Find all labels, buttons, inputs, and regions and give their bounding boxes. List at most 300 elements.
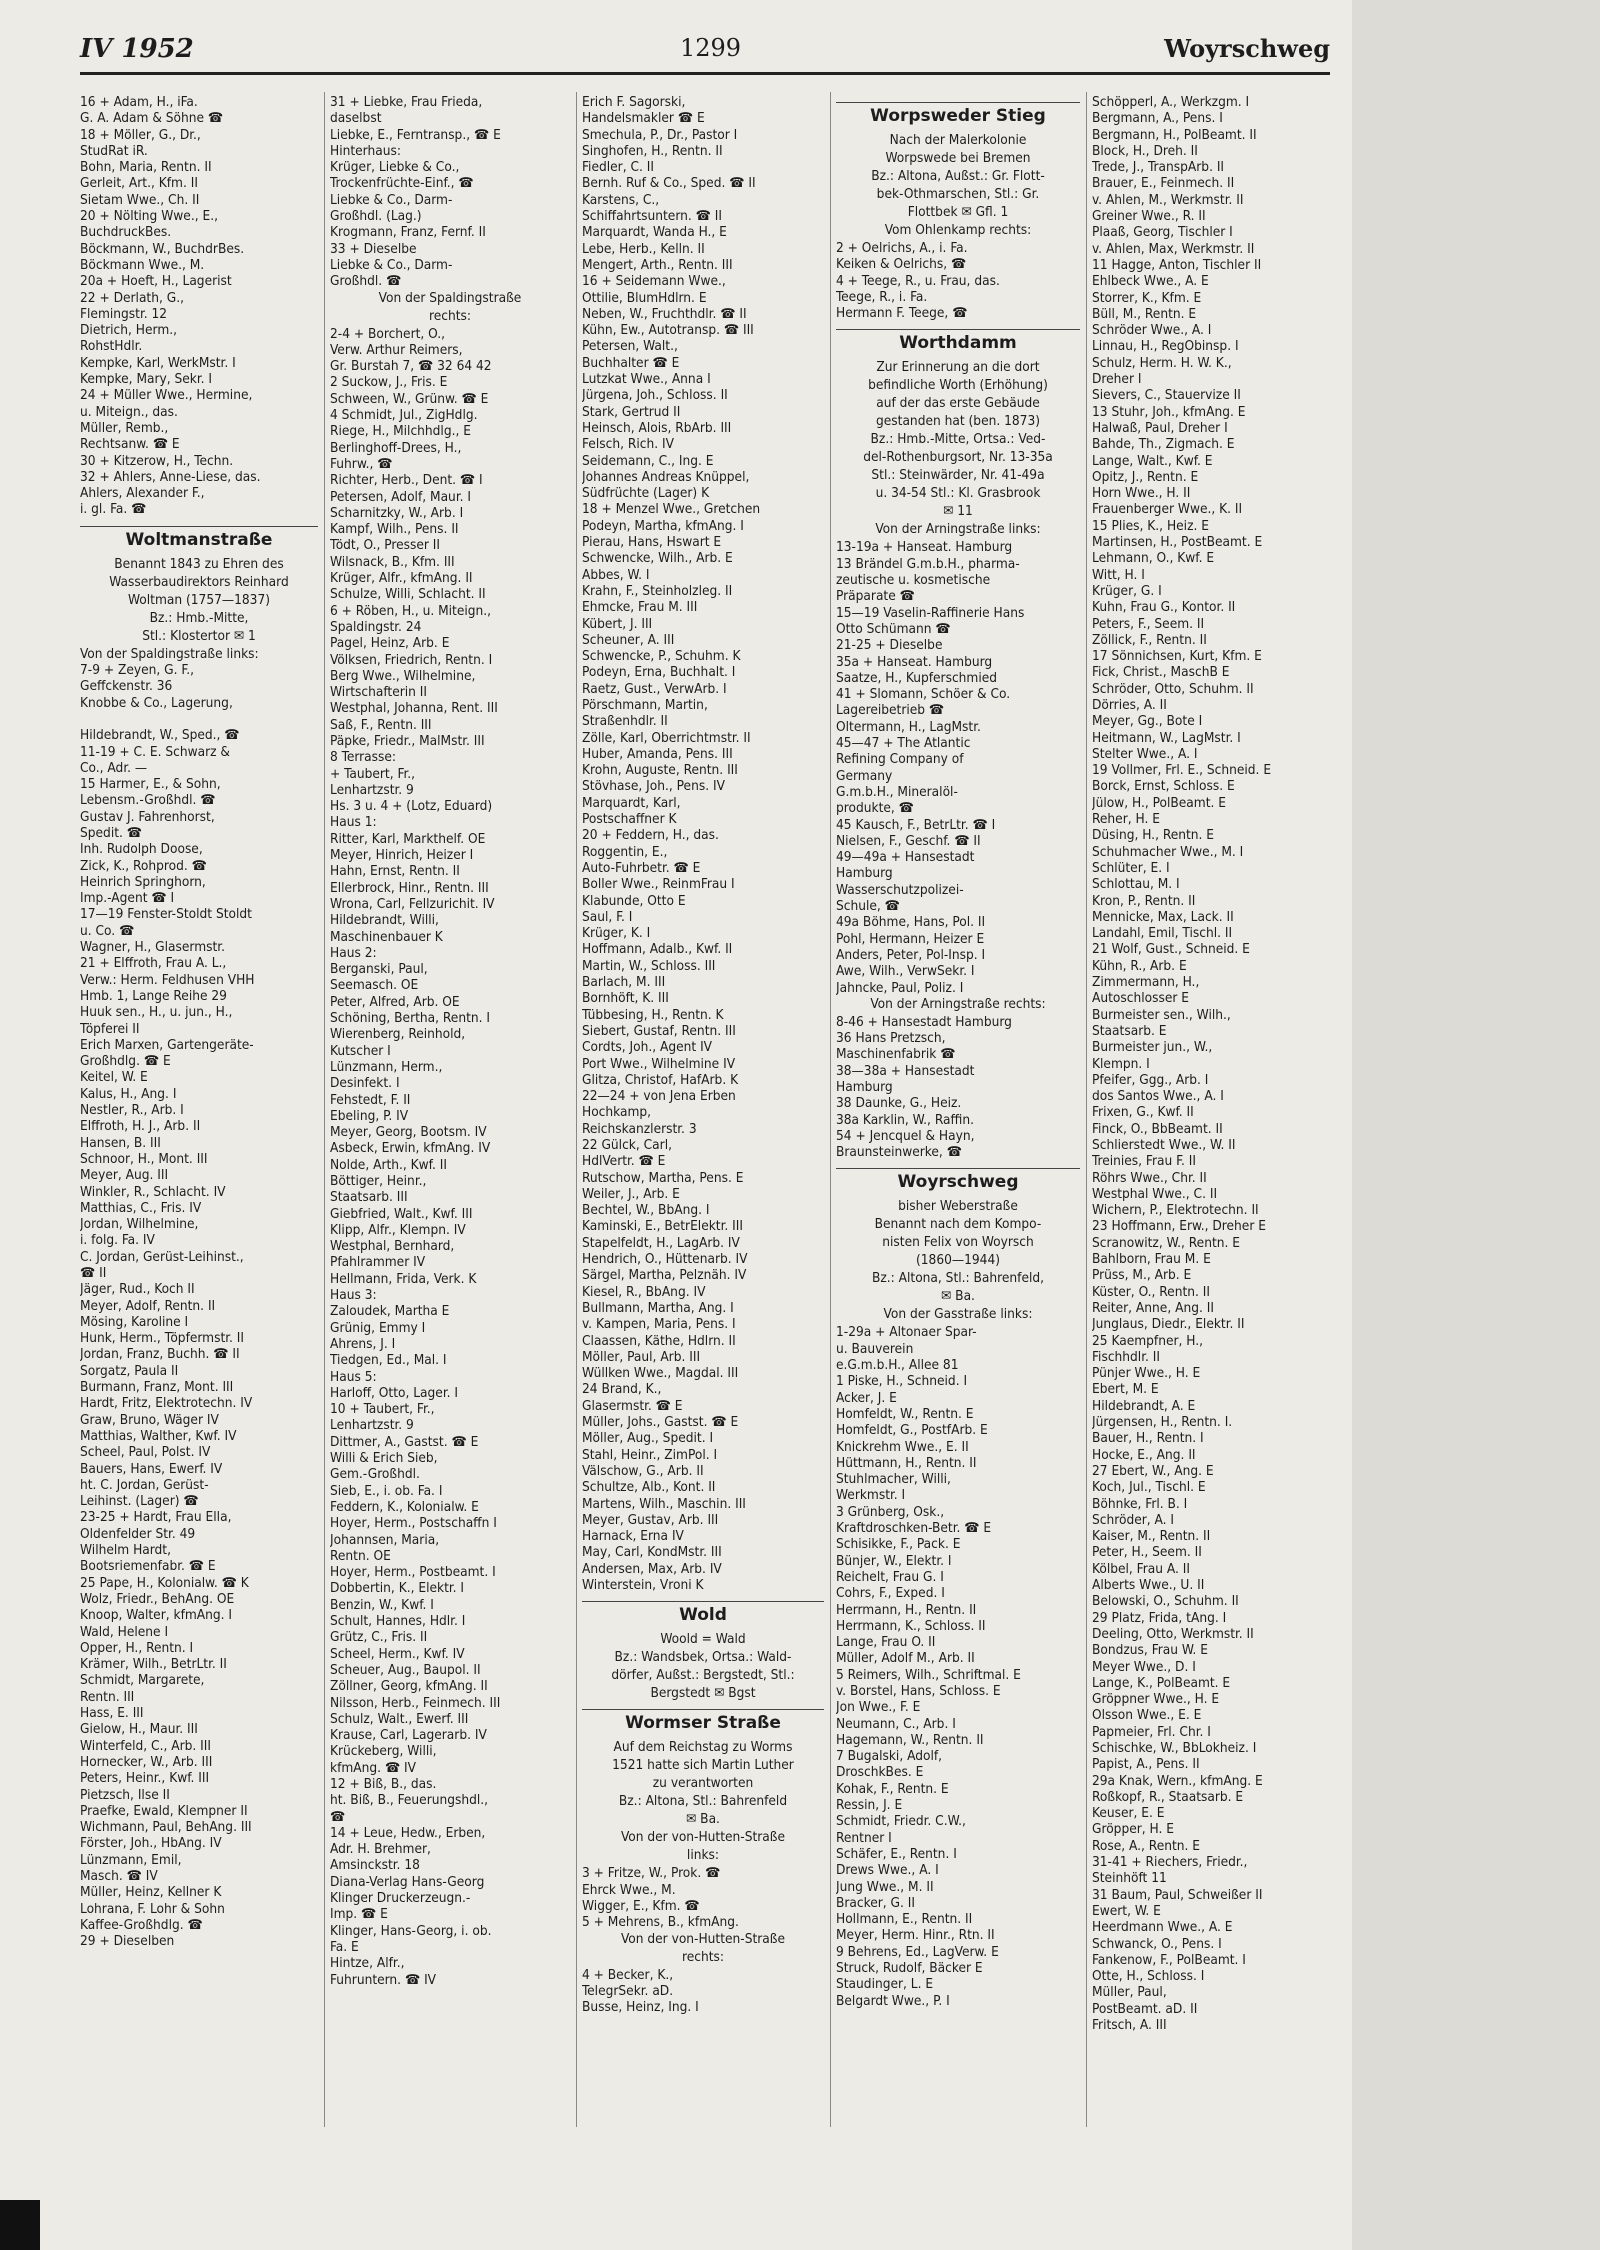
directory-entry: Nestler, R., Arb. I <box>80 1102 184 1119</box>
street-note: dörfer, Außst.: Bergstedt, Stl.: <box>611 1667 795 1684</box>
directory-entry: Horn Wwe., H. II <box>1092 485 1191 502</box>
directory-entry: Lohrana, F. Lohr & Sohn <box>80 1900 225 1917</box>
directory-entry: Heitmann, W., LagMstr. I <box>1092 729 1241 746</box>
directory-entry: Müller, Adolf M., Arb. II <box>836 1650 975 1667</box>
directory-entry: Diana-Verlag Hans-Georg <box>330 1873 485 1890</box>
directory-entry: Handelsmakler ☎ E <box>582 110 705 127</box>
directory-entry: Prüss, M., Arb. E <box>1092 1267 1192 1284</box>
directory-entry: Müller, Remb., <box>80 419 169 436</box>
street-note: Zur Erinnerung an die dort <box>876 359 1040 376</box>
directory-entry: produkte, ☎ <box>836 800 914 817</box>
directory-entry: Fritsch, A. III <box>1092 2017 1167 2034</box>
directory-entry: Hinterhaus: <box>330 142 401 159</box>
directory-entry: 36 Hans Pretzsch, <box>836 1030 946 1047</box>
directory-entry: Witt, H. I <box>1092 566 1145 583</box>
directory-entry: Südfrüchte (Lager) K <box>582 485 710 502</box>
directory-entry: Hamburg <box>836 865 893 882</box>
directory-entry: Meyer, Herm. Hinr., Rtn. II <box>836 1927 995 1944</box>
directory-entry: u. Co. ☎ <box>80 922 135 939</box>
directory-entry: Kaiser, M., Rentn. II <box>1092 1528 1211 1545</box>
directory-entry: 19 Vollmer, Frl. E., Schneid. E <box>1092 762 1272 779</box>
directory-entry: Co., Adr. — <box>80 759 148 776</box>
directory-entry: Papist, A., Pens. II <box>1092 1756 1200 1773</box>
directory-entry: Schmidt, Margarete, <box>80 1672 205 1689</box>
directory-entry: Kuhn, Frau G., Kontor. II <box>1092 599 1236 616</box>
directory-entry: Peter, H., Seem. II <box>1092 1544 1202 1561</box>
directory-entry: 27 Ebert, W., Ang. E <box>1092 1462 1214 1479</box>
directory-entry: Wierenberg, Reinhold, <box>330 1026 466 1043</box>
street-note: auf der das erste Gebäude <box>876 395 1040 412</box>
directory-entry: 22 + Derlath, G., <box>80 289 184 306</box>
directory-entry: Schween, W., Grünw. ☎ E <box>330 390 489 407</box>
directory-entry: 31 Baum, Paul, Schweißer II <box>1092 1886 1263 1903</box>
directory-entry: Awe, Wilh., VerwSekr. I <box>836 963 975 980</box>
directory-entry: Barlach, M. III <box>582 974 666 991</box>
directory-entry: Keiken & Oelrichs, ☎ <box>836 256 967 273</box>
street-note: Von der Spaldingstraße <box>378 289 522 306</box>
directory-entry: Hermann F. Teege, ☎ <box>836 305 968 322</box>
directory-entry: Haus 1: <box>330 814 377 831</box>
directory-entry: zeutische u. kosmetische <box>836 572 991 589</box>
directory-entry: 24 Brand, K., <box>582 1381 662 1398</box>
directory-entry: Linnau, H., RegObinsp. I <box>1092 338 1239 355</box>
directory-entry: Andersen, Max, Arb. IV <box>582 1560 722 1577</box>
street-note: nisten Felix von Woyrsch <box>882 1234 1034 1251</box>
directory-entry: 23-25 + Hardt, Frau Ella, <box>80 1509 232 1526</box>
directory-entry: Rentn. III <box>80 1688 135 1705</box>
directory-entry: Schischke, W., BbLokheiz. I <box>1092 1739 1257 1756</box>
directory-entry: Lebe, Herb., Kelln. II <box>582 240 705 257</box>
directory-entry: Hochkamp, <box>582 1104 652 1121</box>
directory-entry: Cohrs, F., Exped. I <box>836 1585 945 1602</box>
directory-entry: Trede, J., TranspArb. II <box>1092 159 1225 176</box>
directory-entry: Marquardt, Karl, <box>582 794 681 811</box>
directory-entry: 1 Piske, H., Schneid. I <box>836 1373 968 1390</box>
directory-entry: u. Miteign., das. <box>80 403 178 420</box>
directory-entry: Petersen, Adolf, Maur. I <box>330 488 471 505</box>
directory-entry: Bondzus, Frau W. E <box>1092 1642 1208 1659</box>
directory-entry: Wichern, P., Elektrotechn. II <box>1092 1202 1259 1219</box>
directory-entry: Staudinger, L. E <box>836 1976 934 1993</box>
directory-entry: 38—38a + Hansestadt <box>836 1062 975 1079</box>
directory-entry: Klempn. I <box>1092 1055 1150 1072</box>
directory-entry: Fick, Christ., MaschB E <box>1092 664 1230 681</box>
directory-entry: Auto-Fuhrbetr. ☎ E <box>582 859 701 876</box>
directory-entry: Hunk, Herm., Töpfermstr. II <box>80 1330 245 1347</box>
directory-entry: Wilhelm Hardt, <box>80 1542 171 1559</box>
directory-entry: Rutschow, Martha, Pens. E <box>582 1169 744 1186</box>
directory-entry: 15—19 Vaselin-Raffinerie Hans <box>836 604 1025 621</box>
directory-entry: Glasermstr. ☎ E <box>582 1397 683 1414</box>
directory-entry: 14 + Leue, Hedw., Erben, <box>330 1824 486 1841</box>
directory-entry: Maschinenfabrik ☎ <box>836 1046 956 1063</box>
directory-entry: Harloff, Otto, Lager. I <box>330 1384 458 1401</box>
directory-entry: Scheel, Paul, Polst. IV <box>80 1444 211 1461</box>
street-heading: Wormser Straße <box>582 1709 824 1736</box>
directory-entry: 10 + Taubert, Fr., <box>330 1401 435 1418</box>
directory-entry: Scheuner, A. III <box>582 631 675 648</box>
directory-entry: daselbst <box>330 110 382 127</box>
directory-entry: 41 + Slomann, Schöer & Co. <box>836 686 1011 703</box>
directory-entry: Steinhöft 11 <box>1092 1870 1167 1887</box>
directory-entry: Scheuer, Aug., Baupol. II <box>330 1661 481 1678</box>
street-note: Woold = Wald <box>660 1631 746 1648</box>
street-note: bisher Weberstraße <box>898 1198 1018 1215</box>
directory-entry: Böckmann Wwe., M. <box>80 256 205 273</box>
directory-entry: Gustav J. Fahrenhorst, <box>80 808 215 825</box>
directory-entry: Mengert, Arth., Rentn. III <box>582 256 733 273</box>
directory-entry: G.m.b.H., Mineralöl- <box>836 783 958 800</box>
street-note: Bz.: Altona, Stl.: Bahrenfeld, <box>871 1270 1045 1287</box>
directory-entry: Ottilie, BlumHdlrn. E <box>582 289 707 306</box>
directory-entry: 8-46 + Hansestadt Hamburg <box>836 1013 1012 1030</box>
directory-entry: Roggentin, E., <box>582 843 668 860</box>
directory-entry: 38 Daunke, G., Heiz. <box>836 1095 962 1112</box>
directory-entry: Ehmcke, Frau M. III <box>582 599 698 616</box>
directory-entry: Spaldingstr. 24 <box>330 618 422 635</box>
street-note: (1860—1944) <box>915 1252 1000 1269</box>
directory-entry: Heerdmann Wwe., A. E <box>1092 1919 1233 1936</box>
directory-entry: Opper, H., Rentn. I <box>80 1639 194 1656</box>
directory-entry: Krogmann, Franz, Fernf. II <box>330 224 486 241</box>
street-note: Von der von-Hutten-Straße <box>620 1930 786 1947</box>
directory-entry: Büll, M., Rentn. E <box>1092 305 1197 322</box>
directory-entry: Mösing, Karoline I <box>80 1313 189 1330</box>
directory-entry: Westphal, Johanna, Rent. III <box>330 700 498 717</box>
directory-entry: BuchdruckBes. <box>80 224 172 241</box>
directory-entry: Gröppner Wwe., H. E <box>1092 1691 1220 1708</box>
directory-entry: 11 Hagge, Anton, Tischler II <box>1092 256 1262 273</box>
directory-entry: 4 + Becker, K., <box>582 1966 674 1983</box>
directory-entry: Neumann, C., Arb. I <box>836 1715 956 1732</box>
directory-entry: Meyer, Georg, Bootsm. IV <box>330 1124 487 1141</box>
directory-entry: Belowski, O., Schuhm. II <box>1092 1593 1239 1610</box>
directory-entry: Ehlbeck Wwe., A. E <box>1092 273 1209 290</box>
directory-entry: DroschkBes. E <box>836 1764 924 1781</box>
directory-entry: 11-19 + C. E. Schwarz & <box>80 743 230 760</box>
directory-entry: Struck, Rudolf, Bäcker E <box>836 1960 983 1977</box>
directory-entry: Zöllick, F., Rentn. II <box>1092 631 1207 648</box>
directory-entry: Zaloudek, Martha E <box>330 1303 450 1320</box>
street-note: rechts: <box>681 1948 725 1965</box>
directory-entry: Erich F. Sagorski, <box>582 94 686 110</box>
directory-entry: 32 + Ahlers, Anne-Liese, das. <box>80 468 261 485</box>
directory-entry: Bauer, H., Rentn. I <box>1092 1430 1204 1447</box>
directory-entry: Riege, H., Milchhdlg., E <box>330 423 471 440</box>
directory-entry: ht. Biß, B., Feuerungshdl., <box>330 1792 489 1809</box>
directory-entry: Klabunde, Otto E <box>582 892 686 909</box>
directory-entry: Imp.-Agent ☎ I <box>80 890 175 907</box>
directory-entry: 3 + Fritze, W., Prok. ☎ <box>582 1865 721 1882</box>
directory-entry: e.G.m.b.H., Allee 81 <box>836 1357 959 1374</box>
street-note: ✉ 11 <box>943 503 973 520</box>
directory-entry: Hahn, Ernst, Rentn. II <box>330 863 460 880</box>
directory-entry: Reichskanzlerstr. 3 <box>582 1120 697 1137</box>
directory-entry: Jordan, Wilhelmine, <box>80 1216 199 1233</box>
directory-entry: Lange, K., PolBeamt. E <box>1092 1674 1231 1691</box>
directory-entry: Lagereibetrieb ☎ <box>836 702 945 719</box>
street-note: bek-Othmarschen, Stl.: Gr. <box>876 186 1040 202</box>
directory-entry: u. Bauverein <box>836 1340 914 1357</box>
directory-entry: Fiedler, C. II <box>582 159 654 176</box>
directory-entry: Frixen, G., Kwf. II <box>1092 1104 1194 1121</box>
directory-entry: Winterstein, Vroni K <box>582 1577 704 1594</box>
directory-entry: Koch, Jul., Tischl. E <box>1092 1479 1206 1496</box>
directory-entry: Port Wwe., Wilhelmine IV <box>582 1055 736 1072</box>
directory-entry: Acker, J. E <box>836 1389 897 1406</box>
street-note: Von der Arningstraße links: <box>875 521 1041 538</box>
directory-entry: Sievers, C., Stauervize II <box>1092 387 1241 404</box>
directory-entry: Hoyer, Herm., Postbeamt. I <box>330 1564 496 1581</box>
directory-entry <box>80 711 318 727</box>
directory-entry: Schulz, Herm. H. W. K., <box>1092 354 1232 371</box>
directory-entry: Kohak, F., Rentn. E <box>836 1780 949 1797</box>
directory-entry: Siebert, Gustaf, Rentn. III <box>582 1022 736 1039</box>
directory-entry: Hoffmann, Adalb., Kwf. II <box>582 941 733 958</box>
directory-entry: Meyer, Adolf, Rentn. II <box>80 1297 216 1314</box>
directory-entry: Hs. 3 u. 4 + (Lotz, Eduard) <box>330 798 493 815</box>
directory-entry: TelegrSekr. aD. <box>582 1982 674 1999</box>
directory-entry: Gerleit, Art., Kfm. II <box>80 175 198 192</box>
street-note: gestanden hat (ben. 1873) <box>875 413 1041 430</box>
directory-entry: Matthias, Walther, Kwf. IV <box>80 1427 237 1444</box>
directory-entry: Särgel, Martha, Pelznäh. IV <box>582 1267 747 1284</box>
directory-entry: Krüger, K. I <box>582 925 651 942</box>
directory-entry: Reiter, Anne, Ang. II <box>1092 1299 1214 1316</box>
directory-entry: Leihinst. (Lager) ☎ <box>80 1493 199 1510</box>
directory-entry: Winkler, R., Schlacht. IV <box>80 1183 226 1200</box>
directory-entry: 18 + Möller, G., Dr., <box>80 126 201 143</box>
directory-entry: Ahrens, J. I <box>330 1335 396 1352</box>
directory-entry: Pagel, Heinz, Arb. E <box>330 635 450 652</box>
directory-entry: Böckmann, W., BuchdrBes. <box>80 240 245 257</box>
directory-entry: v. Ahlen, Max, Werkmstr. II <box>1092 240 1255 257</box>
directory-entry: Junglaus, Diedr., Elektr. II <box>1092 1316 1245 1333</box>
directory-entry: Krüger, Alfr., kfmAng. II <box>330 570 473 587</box>
column-divider <box>324 92 325 2127</box>
directory-entry: Fischhdlr. II <box>1092 1348 1160 1365</box>
directory-entry: Bergmann, A., Pens. I <box>1092 110 1223 127</box>
directory-entry: 3 Grünberg, Osk., <box>836 1503 945 1520</box>
street-heading: Worthdamm <box>836 329 1080 356</box>
directory-entry: Krause, Carl, Lagerarb. IV <box>330 1727 487 1744</box>
directory-entry: Röhrs Wwe., Chr. II <box>1092 1169 1207 1186</box>
directory-entry: Großhdl. ☎ <box>330 273 402 290</box>
directory-entry: v. Borstel, Hans, Schloss. E <box>836 1683 1001 1699</box>
directory-entry: Förster, Joh., HbAng. IV <box>80 1835 222 1852</box>
directory-entry: Kühn, Ew., Autotransp. ☎ III <box>582 322 754 339</box>
directory-entry: Schulz, Walt., Ewerf. III <box>330 1710 469 1727</box>
directory-entry: Schlierstedt Wwe., W. II <box>1092 1137 1236 1153</box>
directory-entry: Hintze, Alfr., <box>330 1955 405 1972</box>
directory-entry: Wirtschafterin II <box>330 684 428 701</box>
directory-entry: 17 Sönnichsen, Kurt, Kfm. E <box>1092 648 1262 665</box>
directory-entry: Schröder, A. I <box>1092 1511 1175 1528</box>
directory-entry: Masch. ☎ IV <box>80 1867 158 1884</box>
directory-entry: Ehrck Wwe., M. <box>582 1881 676 1898</box>
directory-entry: Schisikke, F., Pack. E <box>836 1536 961 1553</box>
street-note: Auf dem Reichstag zu Worms <box>613 1739 793 1756</box>
directory-entry: 4 Schmidt, Jul., ZigHdlg. <box>330 407 478 424</box>
directory-entry: Hansen, B. III <box>80 1134 161 1151</box>
directory-entry: Roßkopf, R., Staatsarb. E <box>1092 1788 1244 1805</box>
directory-entry: Elffroth, H. J., Arb. II <box>80 1118 201 1135</box>
directory-entry: kfmAng. ☎ IV <box>330 1759 417 1776</box>
directory-entry: Homfeldt, G., PostfArb. E <box>836 1422 988 1439</box>
directory-entry: Landahl, Emil, Tischl. II <box>1092 925 1233 942</box>
column-5 <box>1092 94 1332 2124</box>
directory-entry: Stövhase, Joh., Pens. IV <box>582 778 725 795</box>
directory-entry: Ebert, M. E <box>1092 1381 1159 1398</box>
street-note: befindliche Worth (Erhöhung) <box>868 377 1048 394</box>
directory-entry: Kaffee-Großhdlg. ☎ <box>80 1916 203 1933</box>
directory-entry: 2-4 + Borchert, O., <box>330 325 446 342</box>
directory-entry: Schwanck, O., Pens. I <box>1092 1935 1222 1952</box>
directory-entry: Graw, Bruno, Wäger IV <box>80 1411 219 1428</box>
directory-entry: Bünjer, W., Elektr. I <box>836 1552 952 1569</box>
directory-entry: 21-25 + Dieselbe <box>836 637 943 654</box>
directory-entry: Klinger, Hans-Georg, i. ob. <box>330 1922 492 1939</box>
directory-entry: Hornecker, W., Arb. III <box>80 1753 213 1770</box>
directory-entry: Wagner, H., Glasermstr. <box>80 939 225 956</box>
directory-entry: Hoyer, Herm., Postschaffn I <box>330 1515 497 1532</box>
directory-entry: Krämer, Wilh., BetrLtr. II <box>80 1656 227 1673</box>
directory-entry: Wrona, Carl, Fellzurichit. IV <box>330 895 495 912</box>
directory-entry: Frauenberger Wwe., K. II <box>1092 501 1243 518</box>
directory-entry: Kron, P., Rentn. II <box>1092 892 1196 909</box>
column-divider <box>830 92 831 2127</box>
directory-entry: Kutscher I <box>330 1042 391 1059</box>
directory-entry: Schule, ☎ <box>836 898 900 915</box>
directory-entry: Raetz, Gust., VerwArb. I <box>582 680 727 697</box>
directory-entry: Pörschmann, Martin, <box>582 696 708 713</box>
directory-entry: Dörries, A. II <box>1092 696 1167 713</box>
directory-entry: Wasserschutzpolizei- <box>836 881 964 898</box>
directory-entry: 24 + Müller Wwe., Hermine, <box>80 387 253 404</box>
directory-entry: 8 Terrasse: <box>330 749 397 766</box>
directory-entry: Pierau, Hans, Hswart E <box>582 534 722 551</box>
directory-entry: 6 + Röben, H., u. Miteign., <box>330 602 492 619</box>
directory-entry: Smechula, P., Dr., Pastor I <box>582 126 738 143</box>
column-4 <box>836 94 1080 2124</box>
directory-entry: 20 + Nölting Wwe., E., <box>80 208 218 225</box>
directory-entry: 16 + Seidemann Wwe., <box>582 273 726 290</box>
directory-entry: Nolde, Arth., Kwf. II <box>330 1156 447 1173</box>
directory-entry: Deeling, Otto, Werkmstr. II <box>1092 1625 1254 1642</box>
directory-entry: Böhnke, Frl. B. I <box>1092 1495 1188 1512</box>
directory-entry: Podeyn, Erna, Buchhalt. I <box>582 664 736 681</box>
directory-entry: Töpferei II <box>80 1020 140 1037</box>
directory-entry: Ellerbrock, Hinr., Rentn. III <box>330 879 489 896</box>
directory-entry: 2 + Oelrichs, A., i. Fa. <box>836 240 968 256</box>
directory-entry: Stelter Wwe., A. I <box>1092 745 1198 762</box>
directory-entry: Kempke, Karl, WerkMstr. I <box>80 354 236 371</box>
directory-entry: 25 Kaempfner, H., <box>1092 1332 1204 1349</box>
directory-entry: Teege, R., i. Fa. <box>836 288 928 305</box>
directory-entry: Anders, Peter, Pol-Insp. I <box>836 946 986 963</box>
directory-entry: Völksen, Friedrich, Rentn. I <box>330 651 493 668</box>
directory-entry: Singhofen, H., Rentn. II <box>582 142 723 159</box>
directory-entry: Stuhlmacher, Willi, <box>836 1471 951 1488</box>
directory-entry: Välschow, G., Arb. II <box>582 1462 704 1479</box>
directory-entry: 5 Reimers, Wilh., Schriftmal. E <box>836 1666 1021 1683</box>
directory-entry: 18 + Menzel Wwe., Gretchen <box>582 501 761 518</box>
directory-entry: Krahn, F., Steinholzleg. II <box>582 582 733 599</box>
directory-entry: Hüttmann, H., Rentn. II <box>836 1454 977 1471</box>
directory-entry: Schwencke, P., Schuhm. K <box>582 648 741 665</box>
directory-entry: Greiner Wwe., R. II <box>1092 208 1206 225</box>
directory-entry: Desinfekt. I <box>330 1075 400 1092</box>
directory-entry: 33 + Dieselbe <box>330 240 417 257</box>
street-note: Von der Arningstraße rechts: <box>870 995 1046 1012</box>
directory-entry: Berganski, Paul, <box>330 961 428 978</box>
street-note: del-Rothenburgsort, Nr. 13-35a <box>863 449 1053 466</box>
directory-entry: Meyer, Gg., Bote I <box>1092 713 1203 730</box>
directory-entry: Hardt, Fritz, Elektrotechn. IV <box>80 1395 253 1412</box>
header-year: IV 1952 <box>80 34 194 64</box>
directory-entry: 16 + Adam, H., iFa. <box>80 94 198 110</box>
directory-entry: Meyer, Aug. III <box>80 1167 169 1184</box>
directory-entry: Hildebrandt, Willi, <box>330 912 439 929</box>
directory-entry: Winterfeld, C., Arb. III <box>80 1737 211 1754</box>
directory-entry: Treinies, Frau F. II <box>1092 1153 1196 1170</box>
directory-entry: Hendrich, O., Hüttenarb. IV <box>582 1251 748 1268</box>
directory-entry: 12 + Biß, B., das. <box>330 1775 437 1792</box>
directory-entry: Schiffahrtsuntern. ☎ II <box>582 208 722 225</box>
directory-entry: Schröder Wwe., A. I <box>1092 322 1212 339</box>
directory-entry: Papmeier, Frl. Chr. I <box>1092 1723 1211 1740</box>
directory-entry: Haus 5: <box>330 1368 377 1385</box>
street-note: Bz.: Wandsbek, Ortsa.: Wald- <box>614 1649 792 1666</box>
directory-entry: Feddern, K., Kolonialw. E <box>330 1498 479 1515</box>
directory-entry: 45 Kausch, F., BetrLtr. ☎ I <box>836 816 996 833</box>
directory-entry: Lenhartzstr. 9 <box>330 781 414 798</box>
directory-entry: i. gl. Fa. ☎ <box>80 501 147 518</box>
directory-entry: Jordan, Franz, Buchh. ☎ II <box>80 1346 240 1363</box>
directory-entry: Cordts, Joh., Agent IV <box>582 1039 713 1056</box>
directory-entry: Bechtel, W., BbAng. I <box>582 1202 710 1219</box>
directory-entry: Flemingstr. 12 <box>80 305 168 322</box>
directory-entry: Jürgensen, H., Rentn. I. <box>1092 1414 1233 1431</box>
directory-entry: Schäfer, E., Rentn. I <box>836 1845 957 1862</box>
directory-entry: Buchhalter ☎ E <box>582 354 680 371</box>
directory-entry: Block, H., Dreh. II <box>1092 142 1198 159</box>
directory-entry: Reichelt, Frau G. I <box>836 1568 944 1585</box>
directory-entry: Zölle, Karl, Oberrichtmstr. II <box>582 729 751 746</box>
directory-entry: Germany <box>836 767 893 784</box>
directory-entry: 13-19a + Hanseat. Hamburg <box>836 539 1013 556</box>
directory-entry: Scharnitzky, W., Arb. I <box>330 504 464 521</box>
directory-entry: Lange, Walt., Kwf. E <box>1092 452 1213 469</box>
street-note: Nach der Malerkolonie <box>889 132 1027 148</box>
directory-entry: Pfahlrammer IV <box>330 1254 426 1271</box>
directory-entry: Marquardt, Wanda H., E <box>582 224 727 241</box>
directory-entry: Schlüter, E. I <box>1092 859 1170 876</box>
street-note: Wasserbaudirektors Reinhard <box>109 573 289 590</box>
directory-entry: Gröpper, H. E <box>1092 1821 1174 1838</box>
directory-entry: Böttiger, Heinr., <box>330 1173 427 1189</box>
directory-entry: Huuk sen., H., u. jun., H., <box>80 1004 233 1021</box>
directory-entry: 49a Böhme, Hans, Pol. II <box>836 914 986 931</box>
directory-entry: Ewert, W. E <box>1092 1902 1161 1919</box>
directory-entry: Belgardt Wwe., P. I <box>836 1992 950 2009</box>
directory-entry: Berg Wwe., Wilhelmine, <box>330 667 476 684</box>
running-head: Woyrschweg <box>1164 34 1330 63</box>
directory-entry: Westphal Wwe., C. II <box>1092 1185 1218 1202</box>
directory-entry: Schuhmacher Wwe., M. I <box>1092 843 1244 860</box>
column-divider <box>576 92 577 2127</box>
street-note: ✉ Ba. <box>941 1288 975 1305</box>
